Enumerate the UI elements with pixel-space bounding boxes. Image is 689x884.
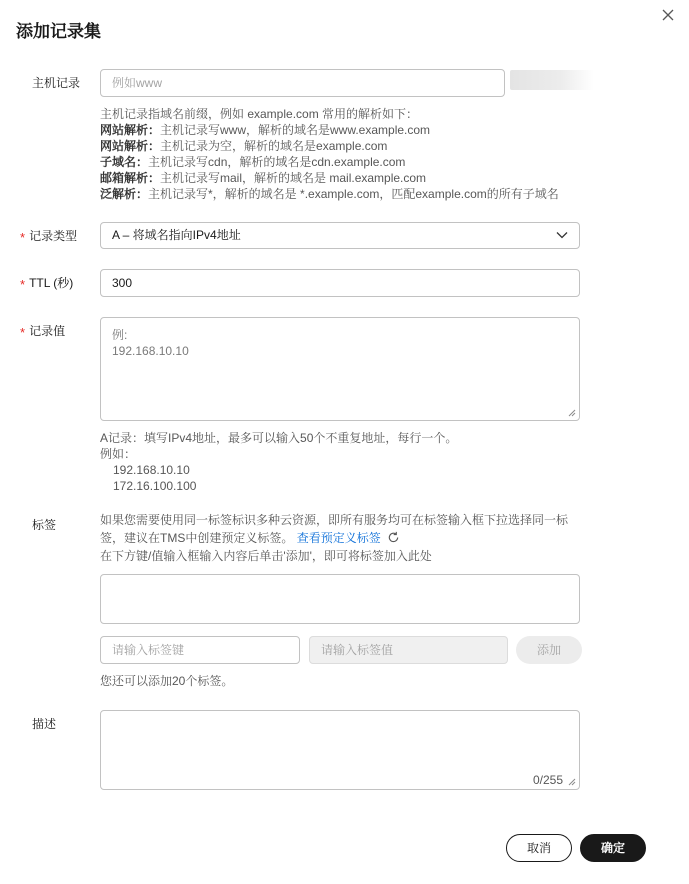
host-help-item: 网站解析：主机记录写www，解析的域名是www.example.com [100,123,431,137]
domain-suffix-preview [510,70,594,90]
record-type-label: * 记录类型 [20,229,78,245]
dialog-title: 添加记录集 [16,22,101,41]
cancel-button[interactable]: 取消 [506,834,572,862]
tags-remaining-text: 您还可以添加20个标签。 [100,674,234,688]
required-mark: * [20,277,26,292]
add-tag-button[interactable]: 添加 [516,636,582,664]
tag-value-input[interactable]: 请输入标签值 [309,636,508,664]
record-type-select[interactable] [100,222,580,249]
ttl-input[interactable]: 300 [100,269,580,297]
resize-handle-icon[interactable] [568,409,576,417]
refresh-icon[interactable] [387,531,400,544]
record-type-value: A – 将域名指向IPv4地址 [112,228,241,242]
close-icon[interactable] [660,7,676,23]
record-value-help: A记录：填写IPv4地址，最多可以输入50个不重复地址，每行一个。 例如： 192.168.10.10 172.16.100.100 [100,431,458,493]
tags-help: 如果您需要使用同一标签标识多种云资源，即所有服务均可在标签输入框下拉选择同一标 签，建议在TMS中创建预定义标签。 查看预定义标签 在下方键/值输入框输入内容后单击'添加'，即可将标签加入此处 [100,513,569,563]
confirm-button[interactable]: 确定 [580,834,646,862]
host-help-item: 网站解析：主机记录为空，解析的域名是example.com [100,139,388,153]
host-help-intro: 主机记录指域名前缀，例如 example.com 常用的解析如下： [100,107,419,121]
ttl-label: * TTL (秒) [20,276,74,292]
host-record-label: 主机记录 [32,76,81,90]
required-mark: * [20,230,26,245]
description-textarea[interactable] [100,710,580,790]
chevron-down-icon [556,231,568,239]
tags-label: 标签 [32,518,57,532]
host-record-input[interactable]: 例如www [100,69,505,97]
host-help-item: 邮箱解析：主机记录写mail，解析的域名是 mail.example.com [100,171,427,185]
record-value-placeholder: 例: 192.168.10.10 [112,328,189,358]
host-record-help [100,106,559,202]
record-value-label: * 记录值 [20,324,66,340]
view-predefined-tags-link[interactable]: 查看预定义标签 [296,531,381,545]
resize-handle-icon[interactable] [568,778,576,786]
required-mark: * [20,325,26,340]
char-counter: 0/255 [532,773,563,787]
host-help-item: 子域名：主机记录写cdn，解析的域名是cdn.example.com [100,155,406,169]
tags-display-area[interactable] [100,574,580,624]
record-value-textarea[interactable] [100,317,580,421]
host-help-item: 泛解析：主机记录写*，解析的域名是 *.example.com，匹配example.com的所有子域名 [100,187,559,201]
tag-key-input[interactable]: 请输入标签键 [100,636,300,664]
description-label: 描述 [32,717,57,731]
